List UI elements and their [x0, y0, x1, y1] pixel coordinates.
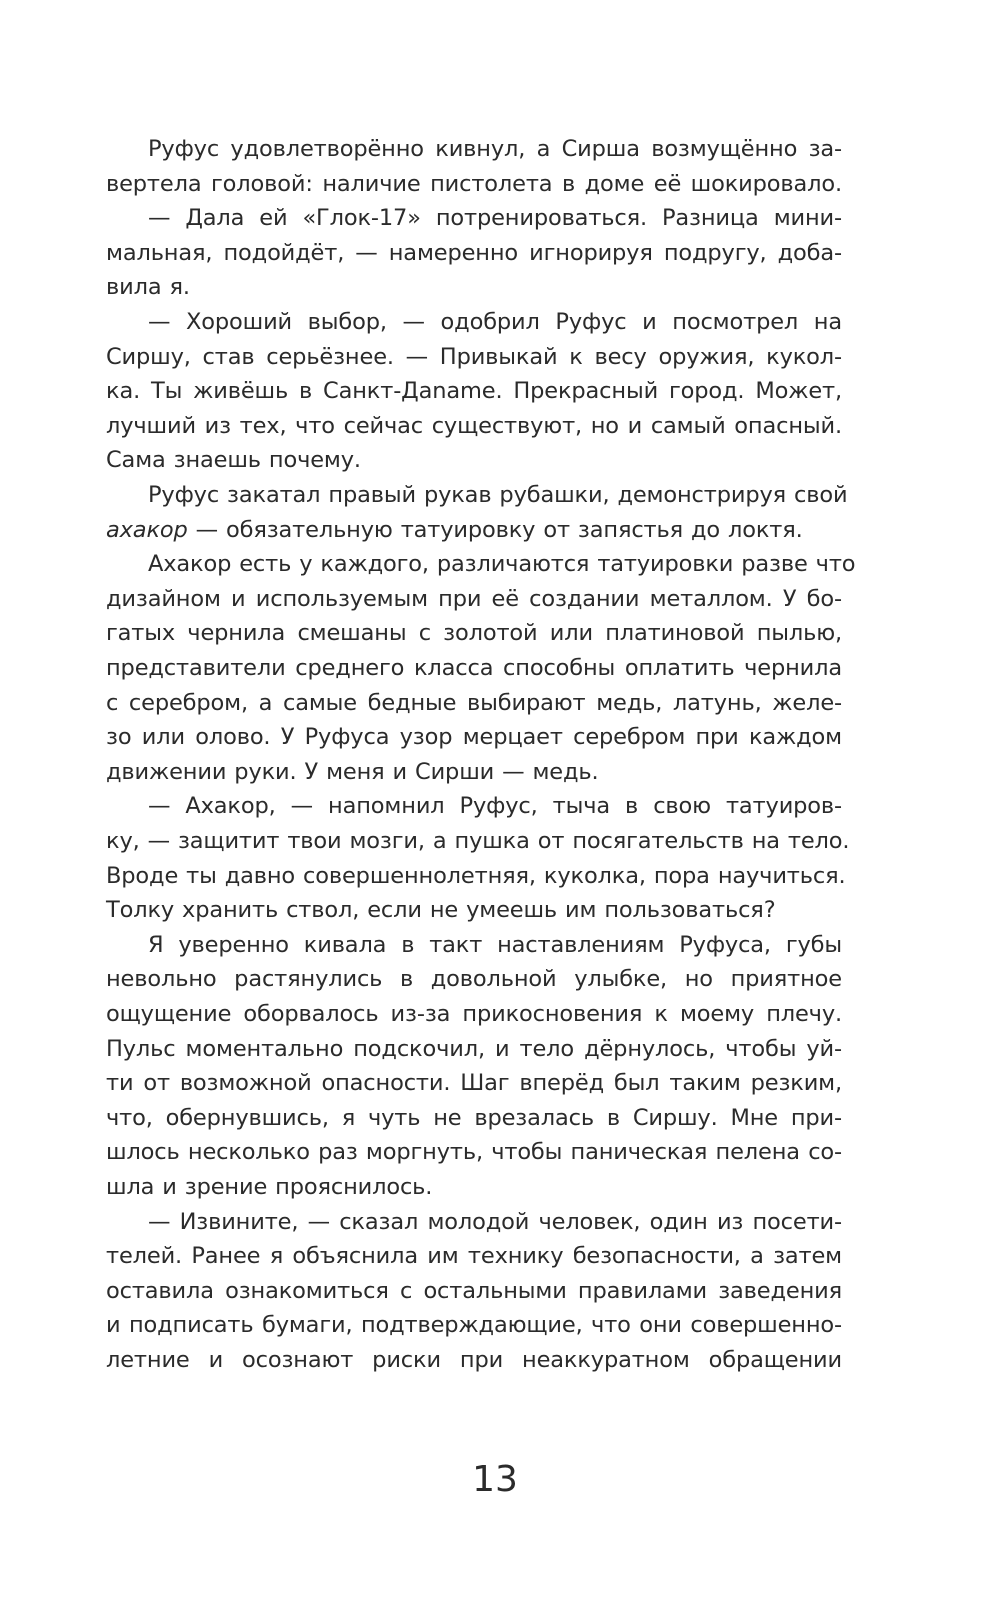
text-line: оставила ознакомиться с остальными правилами заведения — [106, 1277, 842, 1304]
text-line: движении руки. У меня и Сирши — медь. — [106, 758, 599, 785]
text-line-with-italic — [106, 512, 842, 548]
text-line: Толку хранить ствол, если не умеешь им пользоваться? — [106, 897, 776, 924]
text-line: Сама знаешь почему. — [106, 447, 361, 474]
text-line: летние и осознают риски при неаккуратном обращении — [106, 1347, 842, 1373]
text-line: гатых чернила смешаны с золотой или платиновой пылью, — [106, 620, 842, 647]
text-line: — Извините, — сказал молодой человек, один из посети- — [148, 1208, 842, 1235]
text-line: Ахакор есть у каждого, различаются татуировки разве что — [148, 551, 856, 578]
text-line: Пульс моментально подскочил, и тело дёрнулось, чтобы уй- — [106, 1035, 842, 1062]
text-line: Руфус закатал правый рукав рубашки, демонстрируя свой — [148, 482, 848, 508]
text-line: Сиршу, став серьёзнее. — Привыкай к весу оружия, кукол- — [106, 343, 842, 370]
text-line: и подписать бумаги, подтверждающие, что они совершенно- — [106, 1312, 842, 1339]
text-line: что, обернувшись, я чуть не врезалась в Сиршу. Мне при- — [106, 1104, 842, 1131]
italic-term: ахакор — [106, 516, 188, 543]
page-number: 13 — [472, 1459, 518, 1500]
text-line: вертела головой: наличие пистолета в доме её шокировало. — [106, 170, 842, 197]
text-line: невольно растянулись в довольной улыбке, но приятное — [106, 966, 842, 993]
text-line: — Хороший выбор, — одобрил Руфус и посмотрел на — [148, 309, 842, 335]
text-line: Я уверенно кивала в такт наставлениям Руфуса, губы — [148, 931, 842, 958]
text-line: вила я. — [106, 274, 190, 301]
text-line: мальная, подойдёт, — намеренно игнорируя подругу, доба- — [106, 239, 842, 266]
text-line: с серебром, а самые бедные выбирают медь, латунь, желе- — [106, 689, 842, 716]
text-line: шлось несколько раз моргнуть, чтобы паническая пелена со- — [106, 1139, 842, 1166]
text-line: шла и зрение прояснилось. — [106, 1174, 433, 1200]
text-line: Вроде ты давно совершеннолетняя, куколка, пора научиться. — [106, 862, 846, 889]
text-line: дизайном и используемым при её создании металлом. У бо- — [106, 585, 842, 612]
text-line: — Дала ей «Глок-17» потренироваться. Разница мини- — [148, 205, 842, 232]
text-line-rest: — обязательную татуировку от запястья до локтя. — [195, 516, 803, 543]
text-line: ощущение оборвалось из-за прикосновения к моему плечу. — [106, 1001, 842, 1027]
text-line: лучший из тех, что сейчас существуют, но и самый опасный. — [106, 412, 842, 439]
text-line: представители среднего класса способны оплатить чернила — [106, 655, 842, 681]
text-line: ти от возможной опасности. Шаг вперёд был таким резким, — [106, 1070, 842, 1097]
text-line: зо или олово. У Руфуса узор мерцает серебром при каждом — [106, 724, 842, 751]
text-line: телей. Ранее я объяснила им технику безопасности, а затем — [106, 1243, 842, 1270]
text-line: ку, — защитит твои мозги, а пушка от посягательств на тело. — [106, 828, 850, 854]
text-line: Руфус удовлетворённо кивнул, а Сирша возмущённо за- — [148, 136, 842, 162]
text-line: ка. Ты живёшь в Санкт-Даname. Прекрасный город. Может, — [106, 378, 842, 405]
text-line: — Ахакор, — напомнил Руфус, тыча в свою татуиров- — [148, 793, 842, 820]
